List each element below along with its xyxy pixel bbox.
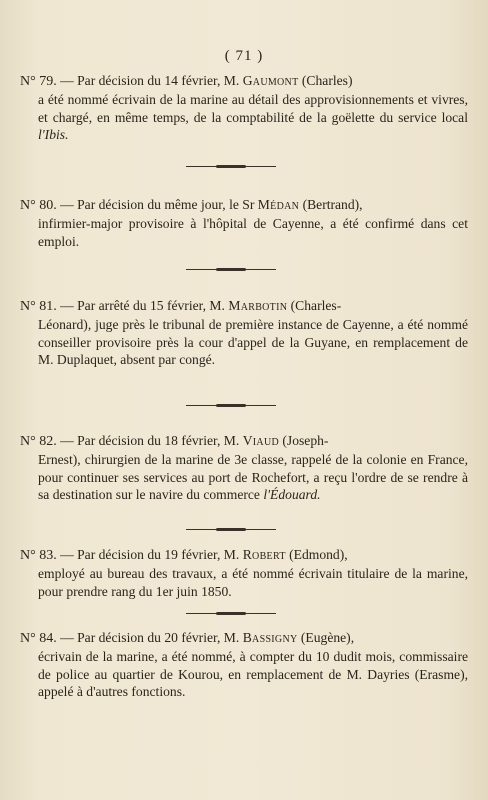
separator-rule	[186, 165, 276, 169]
separator-rule	[186, 528, 276, 532]
entry-number: N° 81.	[20, 299, 57, 314]
entry-lead-text: — Par décision du même jour, le Sr	[60, 197, 258, 212]
entry-given-name: (Charles-	[287, 298, 342, 313]
entry-surname: Viaud	[242, 433, 279, 448]
entry-lead-text: — Par arrêté du 15 février, M.	[60, 298, 229, 313]
entry-surname: Gaumont	[242, 73, 299, 88]
separator-rule	[186, 404, 276, 408]
entry-body	[20, 565, 468, 601]
page-number: ( 71 )	[224, 48, 264, 64]
entry-number: N° 82.	[20, 434, 57, 449]
entry-surname: Marbotin	[228, 298, 288, 313]
entry-lead-text: — Par décision du 18 février, M.	[60, 433, 243, 448]
entry-lead-text: — Par décision du 14 février, M.	[60, 73, 243, 88]
entry-79	[20, 72, 468, 144]
entry-surname: Bassigny	[242, 630, 298, 645]
entry-body-text: employé au bureau des travaux, a été nommé écrivain titulaire de la marine, pour prendre rang du 1er juin 1850.	[38, 565, 468, 599]
entry-ship-name: l'Édouard.	[263, 487, 321, 503]
entry-81	[20, 297, 468, 369]
entry-given-name: (Eugène),	[297, 630, 355, 645]
entry-surname: Médan	[257, 197, 300, 212]
entry-body-text: a été nommé écrivain de la marine au détail des approvisionnements et vivres, et chargé, en même temps, de la comptabilité de la goëlette du service local	[38, 91, 468, 125]
entry-lead-text: — Par décision du 19 février, M.	[60, 547, 243, 562]
entry-number: N° 79.	[20, 74, 57, 89]
entry-body-text: écrivain de la marine, a été nommé, à compter du 10 dudit mois, commissaire de police au quartier de Kourou, en remplacement de M. Dayries (Erasme), appelé à d'autres fonctions.	[38, 648, 468, 700]
entry-given-name: (Edmond),	[285, 547, 348, 562]
entry-body	[20, 648, 468, 701]
entry-ship-name: l'Ibis.	[38, 127, 69, 143]
entry-number: N° 80.	[20, 198, 57, 213]
entry-body-text: Ernest), chirurgien de la marine de 3e classe, rappelé de la colonie en France, pour continuer ses services au port de Rochefort, a reçu l'ordre de se rendre à sa destination sur le navire du commerce	[38, 451, 468, 503]
entry-given-name: (Bertrand),	[299, 197, 363, 212]
entry-body	[20, 215, 468, 251]
entry-surname: Robert	[242, 547, 286, 562]
entry-body	[20, 91, 468, 144]
entry-given-name: (Charles)	[298, 73, 353, 88]
entry-84	[20, 629, 468, 701]
entry-number: N° 84.	[20, 631, 57, 646]
separator-rule	[186, 268, 276, 272]
entry-given-name: (Joseph-	[279, 433, 329, 448]
entry-80	[20, 196, 468, 250]
entry-body-text: Léonard), juge près le tribunal de première instance de Cayenne, a été nommé conseiller provisoire près la cour d'appel de la Guyane, en remplacement de M. Duplaquet, absent par congé.	[38, 316, 468, 368]
entry-body	[20, 316, 468, 369]
entry-body-text: infirmier-major provisoire à l'hôpital de Cayenne, a été confirmé dans cet emploi.	[38, 215, 468, 249]
separator-rule	[186, 612, 276, 616]
entry-lead-text: — Par décision du 20 février, M.	[60, 630, 243, 645]
entry-body	[20, 451, 468, 504]
entry-82	[20, 432, 468, 504]
entry-83	[20, 546, 468, 600]
entry-number: N° 83.	[20, 548, 57, 563]
